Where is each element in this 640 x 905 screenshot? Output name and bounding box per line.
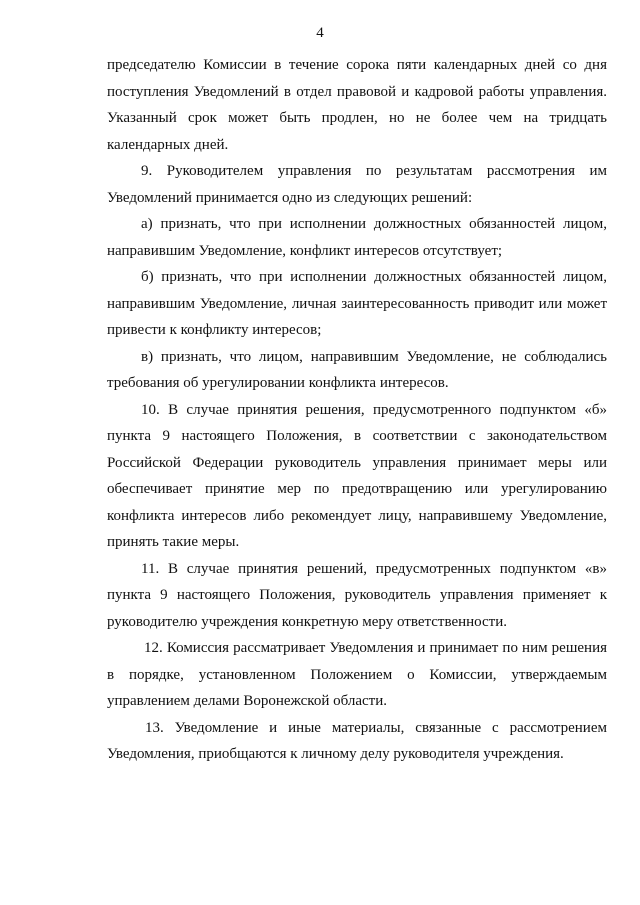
paragraph-item-10: 10. В случае принятия решения, предусмотренного подпунктом «б» пункта 9 настоящего Положения, в соответствии с законодательством Российской Федерации руководитель управления принимает меры или обеспечивает принятие мер по предотвращению или урегулированию конфликта интересов либо рекомендует лицу, направившему Уведомление, принять такие меры. xyxy=(107,401,607,550)
paragraph-item-12: 12. Комиссия рассматривает Уведомления и принимает по ним решения в порядке, установленном Положением о Комиссии, утверждаемым управлением делами Воронежской области. xyxy=(107,640,607,709)
paragraph-item-9: 9. Руководителем управления по результатам рассмотрения им Уведомлений принимается одно из следующих решений: xyxy=(107,163,607,206)
paragraph-subitem-b: б) признать, что при исполнении должностных обязанностей лицом, направившим Уведомление, личная заинтересованность приводит или может привести к конфликту интересов; xyxy=(107,269,607,338)
paragraph-continuation: председателю Комиссии в течение сорока пяти календарных дней со дня поступления Уведомлений в отдел правовой и кадровой работы управления. Указанный срок может быть продлен, но не более чем на тридцать календарных дней. xyxy=(107,57,607,153)
paragraph-item-13: 13. Уведомление и иные материалы, связанные с рассмотрением Уведомления, приобщаются к личному делу руководителя учреждения. xyxy=(107,719,607,762)
paragraph-subitem-a: а) признать, что при исполнении должностных обязанностей лицом, направившим Уведомление, конфликт интересов отсутствует; xyxy=(107,216,607,259)
paragraph-item-11: 11. В случае принятия решений, предусмотренных подпунктом «в» пункта 9 настоящего Положения, руководитель управления применяет к руководителю учреждения конкретную меру ответственности. xyxy=(107,560,607,630)
document-body xyxy=(107,52,607,768)
paragraph-subitem-v: в) признать, что лицом, направившим Уведомление, не соблюдались требования об урегулировании конфликта интересов. xyxy=(107,348,607,391)
page-number: 4 xyxy=(316,25,324,41)
